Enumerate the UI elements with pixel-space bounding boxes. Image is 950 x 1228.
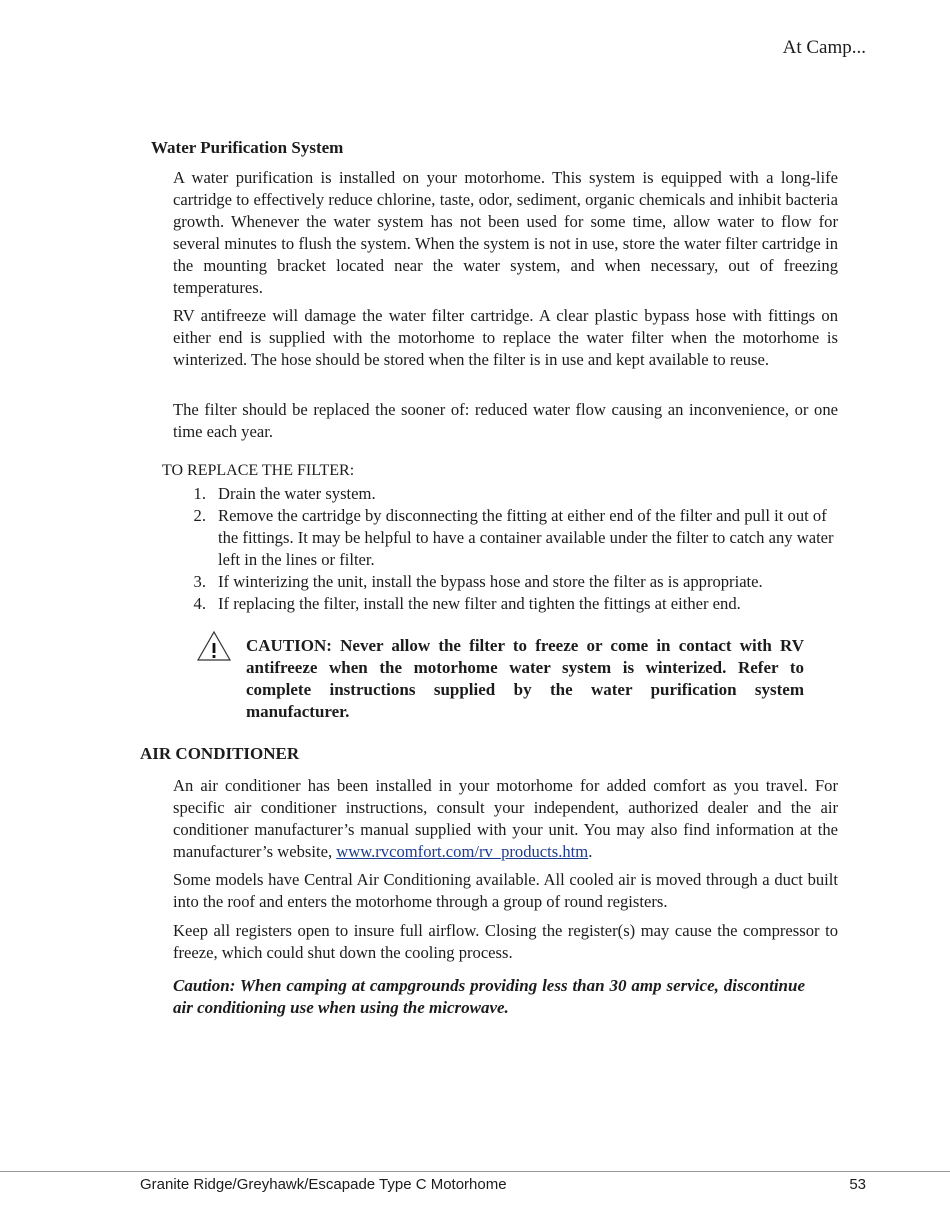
paragraph-text-end: . bbox=[588, 842, 593, 861]
list-item bbox=[186, 483, 838, 505]
step-text: Drain the water system. bbox=[218, 484, 376, 503]
section-heading-water-purification: Water Purification System bbox=[151, 138, 344, 157]
step-number: 2. bbox=[193, 506, 206, 525]
paragraph bbox=[173, 869, 838, 913]
page-number: 53 bbox=[849, 1176, 866, 1193]
list-item bbox=[186, 593, 838, 615]
caution-note: CAUTION: Never allow the filter to freeze or come in contact with RV antifreeze when the motorhome water system is winterized. Refer to complete instructions supplied by the water purification system manufacturer. bbox=[246, 636, 804, 721]
paragraph bbox=[173, 167, 838, 299]
paragraph-text: The filter should be replaced the sooner of: reduced water flow causing an inconvenience, or one time each year. bbox=[173, 400, 838, 441]
paragraph bbox=[173, 399, 838, 443]
section-heading-air-conditioner: AIR CONDITIONER bbox=[140, 744, 300, 763]
paragraph-text bbox=[173, 775, 838, 863]
step-number: 3. bbox=[193, 572, 206, 591]
step-number: 4. bbox=[193, 594, 206, 613]
paragraph-text: Keep all registers open to insure full airflow. Closing the register(s) may cause the compressor to freeze, which could shut down the cooling process. bbox=[173, 921, 838, 962]
step-text: If winterizing the unit, install the bypass hose and store the filter as is appropriate. bbox=[218, 572, 763, 591]
manufacturer-website-link[interactable]: www.rvcomfort.com/rv_products.htm bbox=[336, 842, 589, 861]
running-header: At Camp... bbox=[782, 37, 866, 58]
footer-title: Granite Ridge/Greyhawk/Escapade Type C Motorhome bbox=[140, 1176, 507, 1193]
replace-filter-heading: TO REPLACE THE FILTER: bbox=[162, 462, 355, 479]
step-text: Remove the cartridge by disconnecting the fitting at either end of the filter and pull it out of the fittings. It may be helpful to have a container available under the filter to catch any water left in the lines or filter. bbox=[218, 506, 834, 569]
paragraph bbox=[173, 920, 838, 964]
list-item bbox=[186, 571, 838, 593]
step-number: 1. bbox=[193, 484, 206, 503]
ac-caution-note: Caution: When camping at campgrounds providing less than 30 amp service, discontinue air conditioning use when using the microwave. bbox=[173, 976, 805, 1017]
footer-divider bbox=[0, 1171, 950, 1172]
paragraph-text: Some models have Central Air Conditioning available. All cooled air is moved through a duct built into the roof and enters the motorhome through a group of round registers. bbox=[173, 870, 838, 911]
warning-triangle-icon bbox=[196, 630, 232, 662]
paragraph bbox=[173, 775, 838, 863]
list-item bbox=[186, 505, 838, 571]
paragraph-text: A water purification is installed on your motorhome. This system is equipped with a long-life cartridge to effectively reduce chlorine, taste, odor, sediment, organic chemicals and inhibit bacteria growth. Whenever the water system has not been used for some time, allow water to flow for several minutes to flush the system. When the system is not in use, store the water filter cartridge in the mounting bracket located near the water system, and when necessary, out of freezing temperatures. bbox=[173, 168, 838, 297]
paragraph-text: RV antifreeze will damage the water filter cartridge. A clear plastic bypass hose with fittings on either end is supplied with the motorhome to replace the water filter when the motorhome is winterized. The hose should be stored when the filter is in use and kept available to reuse. bbox=[173, 306, 838, 369]
paragraph-text-start: An air conditioner has been installed in your motorhome for added comfort as you travel. For specific air conditioner instructions, consult your independent, authorized dealer and the air conditioner manufacturer’s manual supplied with your unit. You may also find information at the manufacturer’s website, bbox=[173, 776, 838, 861]
paragraph bbox=[173, 305, 838, 371]
step-text: If replacing the filter, install the new filter and tighten the fittings at either end. bbox=[218, 594, 741, 613]
replace-steps-list bbox=[186, 483, 838, 615]
